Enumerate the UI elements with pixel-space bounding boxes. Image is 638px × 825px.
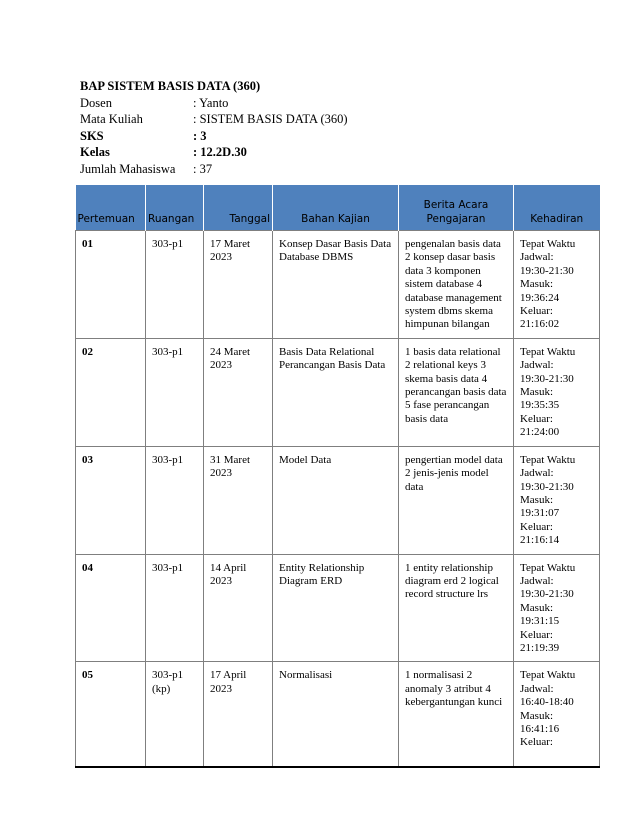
kehadiran-line: Keluar: [520, 412, 553, 425]
kehadiran-line: 19:30-21:30 [520, 588, 574, 601]
meta-label: Dosen [80, 95, 112, 110]
pertemuan-cell: 01 [76, 231, 146, 339]
kehadiran-line: Keluar: [520, 736, 553, 749]
kehadiran-line: Tepat Waktu [520, 345, 576, 358]
column-header-line: Pertemuan [77, 213, 135, 225]
document-header [80, 78, 348, 177]
kehadiran-line: Jadwal: [520, 359, 554, 372]
kehadiran-line: 16:41:16 [520, 723, 560, 735]
meta-label: Kelas [80, 145, 110, 159]
berita-acara-cell: 1 entity relationship diagram erd 2 logical record structure lrs [399, 554, 514, 662]
kehadiran-line: 19:36:24 [520, 291, 560, 304]
tanggal-cell: 17 April 2023 [204, 662, 273, 768]
bahan-kajian-cell: Konsep Dasar Basis Data Database DBMS [273, 231, 399, 339]
kehadiran-line: 21:19:39 [520, 641, 560, 654]
berita-acara-cell: pengertian model data 2 jenis-jenis model data [399, 446, 514, 554]
berita-acara-cell: 1 basis data relational 2 relational keys 3 skema basis data 4 perancangan basis data 5 fase perancangan basis data [399, 338, 514, 446]
kehadiran-line: 21:16:14 [520, 534, 560, 547]
kehadiran-line: 19:31:07 [520, 507, 560, 520]
kehadiran-cell [514, 662, 600, 768]
kehadiran-line: Masuk: [520, 493, 553, 506]
kehadiran-line: Jadwal: [520, 682, 554, 695]
meta-row [80, 111, 348, 128]
tanggal-cell: 24 Maret 2023 [204, 338, 273, 446]
kehadiran-line: 19:30-21:30 [520, 372, 574, 385]
kehadiran-line: Jadwal: [520, 574, 554, 587]
table-row [76, 231, 600, 339]
pertemuan-cell: 05 [76, 662, 146, 768]
column-header-line: Kehadiran [530, 213, 584, 225]
bahan-kajian-cell: Entity Relationship Diagram ERD [273, 554, 399, 662]
tanggal-cell: 14 April 2023 [204, 554, 273, 662]
kehadiran-line: 21:24:00 [520, 426, 560, 439]
ruangan-cell: 303-p1 [146, 338, 204, 446]
meta-value: : SISTEM BASIS DATA (360) [193, 112, 348, 126]
meta-label: Jumlah Mahasiswa [80, 161, 176, 176]
ruangan-cell: 303-p1 [146, 554, 204, 662]
tanggal-cell: 17 Maret 2023 [204, 231, 273, 339]
table-row [76, 554, 600, 662]
kehadiran-line: 19:35:35 [520, 399, 560, 412]
kehadiran-line: 19:31:15 [520, 615, 560, 628]
meta-value: : 12.2D.30 [193, 145, 247, 159]
kehadiran-line: Keluar: [520, 305, 553, 318]
column-header-line: Ruangan [148, 213, 195, 225]
kehadiran-line: Jadwal: [520, 467, 554, 480]
column-header [76, 185, 146, 231]
table-row [76, 662, 600, 768]
kehadiran-line: Masuk: [520, 709, 553, 722]
kehadiran-line: Tepat Waktu [520, 238, 576, 250]
meta-row [80, 161, 348, 178]
meta-value: : Yanto [193, 95, 229, 110]
pertemuan-cell: 03 [76, 446, 146, 554]
bahan-kajian-cell: Basis Data Relational Perancangan Basis Data [273, 338, 399, 446]
meta-value: : 3 [193, 128, 207, 143]
column-header [204, 185, 273, 231]
table-row [76, 446, 600, 554]
kehadiran-cell [514, 338, 600, 446]
kehadiran-line: 16:40-18:40 [520, 696, 574, 709]
bahan-kajian-cell: Model Data [273, 446, 399, 554]
kehadiran-line: Keluar: [520, 520, 553, 533]
meta-row [80, 95, 348, 112]
kehadiran-cell [514, 554, 600, 662]
kehadiran-line: Masuk: [520, 386, 553, 399]
table-header-row [76, 185, 600, 231]
table-row [76, 338, 600, 446]
pertemuan-cell: 04 [76, 554, 146, 662]
column-header [146, 185, 204, 231]
column-header-line: Pengajaran [426, 213, 486, 225]
column-header [514, 185, 600, 231]
column-header-line: Tanggal [229, 213, 270, 225]
meta-value: : 37 [193, 161, 213, 176]
kehadiran-line: 19:30-21:30 [520, 264, 574, 277]
column-header-line: Berita Acara [423, 199, 489, 211]
kehadiran-line: Masuk: [520, 601, 553, 614]
kehadiran-line: 21:16:02 [520, 318, 560, 331]
column-header-line: Bahan Kajian [301, 213, 370, 225]
pertemuan-cell: 02 [76, 338, 146, 446]
kehadiran-line: Tepat Waktu [520, 453, 576, 466]
kehadiran-line: Tepat Waktu [520, 669, 576, 682]
attendance-table [75, 185, 600, 768]
document-title: BAP SISTEM BASIS DATA (360) [80, 79, 261, 93]
meta-list [80, 95, 348, 178]
bahan-kajian-cell: Normalisasi [273, 662, 399, 768]
column-header [399, 185, 514, 231]
ruangan-cell: 303-p1 [146, 446, 204, 554]
column-header [273, 185, 399, 231]
berita-acara-cell: pengenalan basis data 2 konsep dasar basis data 3 komponen sistem database 4 database management system dbms skema himpunan bilangan [399, 231, 514, 339]
tanggal-cell: 31 Maret 2023 [204, 446, 273, 554]
kehadiran-line: Masuk: [520, 278, 553, 291]
meta-row [80, 128, 348, 145]
ruangan-cell: 303-p1 [146, 231, 204, 339]
ruangan-cell: 303-p1 (kp) [146, 662, 204, 768]
berita-acara-cell: 1 normalisasi 2 anomaly 3 atribut 4 kebergantungan kunci [399, 662, 514, 768]
kehadiran-cell [514, 231, 600, 339]
table-body [76, 231, 600, 768]
kehadiran-line: Jadwal: [520, 251, 554, 264]
kehadiran-line: Tepat Waktu [520, 561, 576, 574]
meta-row [80, 144, 348, 161]
kehadiran-cell [514, 446, 600, 554]
meta-label: Mata Kuliah [80, 112, 143, 126]
kehadiran-line: Keluar: [520, 628, 553, 641]
kehadiran-line: 19:30-21:30 [520, 480, 574, 493]
meta-label: SKS [80, 128, 104, 143]
